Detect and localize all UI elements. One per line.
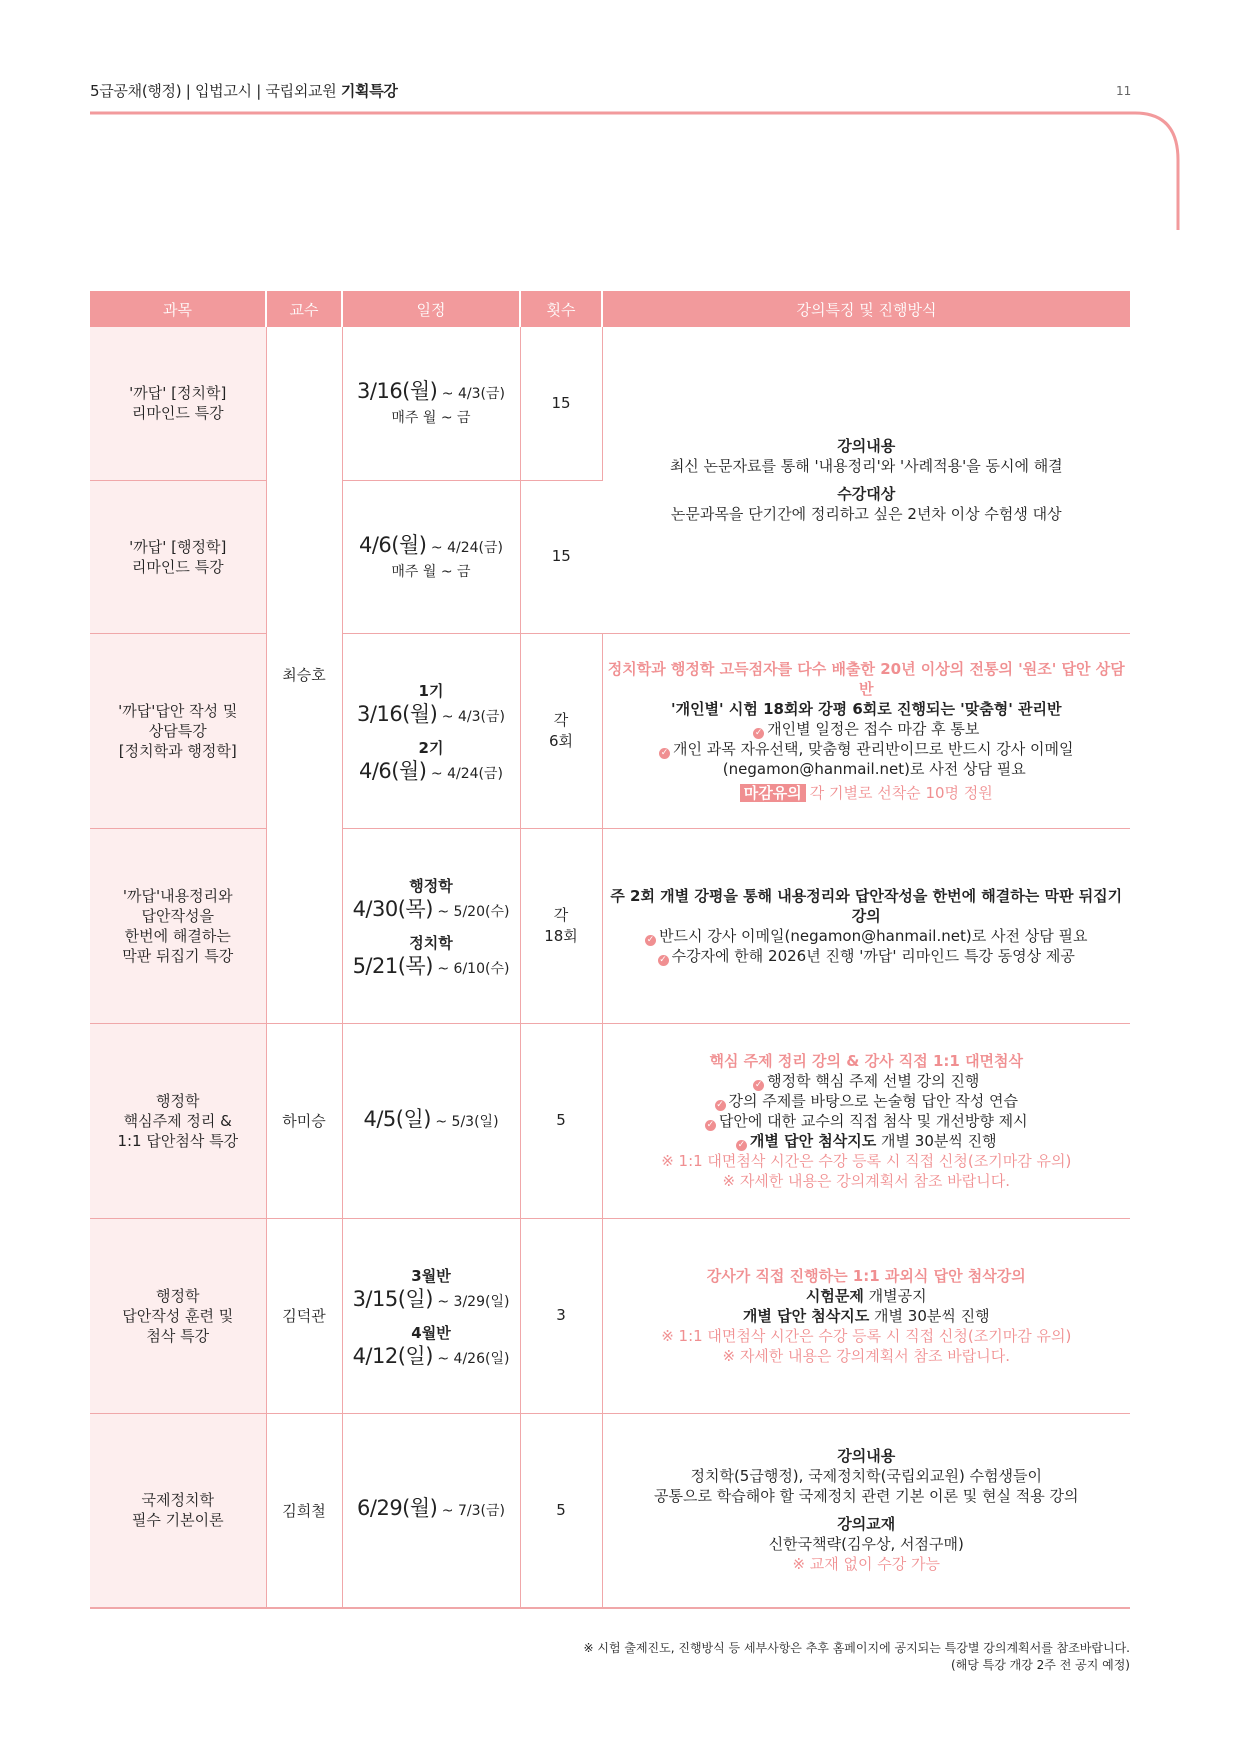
header-count: 횟수 xyxy=(520,291,602,327)
subject-line: '까답'답안 작성 및 xyxy=(118,701,238,720)
count-cell: 15 xyxy=(520,327,602,480)
count-cell: 15 xyxy=(520,480,602,633)
header-subject: 과목 xyxy=(90,291,266,327)
footer-line: (해당 특강 개강 2주 전 공지 예정) xyxy=(951,1658,1130,1672)
schedule-cell xyxy=(342,480,520,633)
table-row xyxy=(90,1023,1130,1218)
table-row xyxy=(90,1218,1130,1413)
feature-item: ✓ 개인별 일정은 접수 마감 후 통보 xyxy=(754,719,980,738)
page-number: 11 xyxy=(1116,84,1132,98)
feature-note: ※ 1:1 대면첨삭 시간은 수강 등록 시 직접 신청(조기마감 유의) xyxy=(661,1326,1072,1345)
feature-text: 신한국책략(김우상, 서점구매) xyxy=(768,1535,964,1554)
schedule-cell xyxy=(342,1413,520,1608)
schedule-term-label: 정치학 xyxy=(409,933,453,952)
feature-note: ※ 교재 없이 수강 가능 xyxy=(792,1555,941,1574)
schedule-date: 3/16(월) ~ 4/3(금) xyxy=(357,701,505,726)
feature-item: ✓ 행정학 핵심 주제 선별 강의 진행 xyxy=(754,1071,980,1090)
schedule-term-label: 3월반 xyxy=(411,1266,451,1285)
subject-line: 첨삭 특강 xyxy=(146,1326,210,1345)
subject-cell xyxy=(90,480,266,633)
feature-item: 시험문제 개별공지 xyxy=(805,1286,927,1305)
footer-line: ※ 시험 출제진도, 진행방식 등 세부사항은 추후 홈페이지에 공지되는 특강별 강의계획서를 참조바랍니다. xyxy=(583,1641,1130,1655)
feature-item-cont: (negamon@hanmail.net)로 사전 상담 필요 xyxy=(722,759,1026,778)
check-icon: ✓ xyxy=(659,954,667,965)
feature-note: ※ 자세한 내용은 강의계획서 참조 바랍니다. xyxy=(722,1171,1010,1190)
schedule-table xyxy=(90,291,1130,1609)
schedule-cell xyxy=(342,1218,520,1413)
features-cell xyxy=(602,633,1130,828)
schedule-date: 4/6(월) ~ 4/24(금) xyxy=(359,532,503,557)
check-icon: ✓ xyxy=(716,1099,724,1110)
table-row xyxy=(90,633,1130,828)
subject-line: 답안작성 훈련 및 xyxy=(122,1306,234,1325)
header-professor: 교수 xyxy=(266,291,342,327)
count-cell: 5 xyxy=(520,1413,602,1608)
schedule-term-label: 행정학 xyxy=(409,876,453,895)
feature-text: 정치학(5급행정), 국제정치학(국립외교원) 수험생들이 xyxy=(690,1467,1043,1486)
feature-item: ✓ 답안에 대한 교수의 직접 첨삭 및 개선방향 제시 xyxy=(706,1111,1028,1130)
subject-line: 상담특강 xyxy=(148,721,207,740)
schedule-cell xyxy=(342,1023,520,1218)
breadcrumb-path: 5급공채(행정) | 입법고시 | 국립외교원 xyxy=(90,82,337,100)
subject-line: '까답'내용정리와 xyxy=(122,886,233,905)
feature-note: ※ 1:1 대면첨삭 시간은 수강 등록 시 직접 신청(조기마감 유의) xyxy=(661,1151,1072,1170)
subject-line: 막판 뒤집기 특강 xyxy=(122,946,234,965)
count-cell: 5 xyxy=(520,1023,602,1218)
feature-text: 논문과목을 단기간에 정리하고 싶은 2년차 이상 수험생 대상 xyxy=(670,504,1062,523)
check-icon: ✓ xyxy=(660,747,669,758)
schedule-term-label: 2기 xyxy=(418,738,444,757)
subject-line: 행정학 xyxy=(156,1091,200,1110)
feature-text: 최신 논문자료를 통해 '내용정리'와 '사례적용'을 동시에 해결 xyxy=(669,456,1063,475)
feature-text: 공통으로 학습해야 할 국제정치 관련 기본 이론 및 현실 적용 강의 xyxy=(654,1487,1079,1506)
features-cell xyxy=(602,828,1130,1023)
feature-label: 수강대상 xyxy=(837,484,896,503)
check-icon: ✓ xyxy=(754,1079,763,1090)
deadline-notice: 마감유의 각 기별로 선착순 10명 정원 xyxy=(603,783,1131,803)
schedule-term-label: 4월반 xyxy=(411,1323,451,1342)
schedule-date: 4/12(일) ~ 4/26(일) xyxy=(352,1343,510,1368)
features-cell xyxy=(602,327,1130,633)
feature-note: ※ 자세한 내용은 강의계획서 참조 바랍니다. xyxy=(722,1346,1010,1365)
subject-cell xyxy=(90,327,266,480)
feature-bold: 주 2회 개별 강평을 통해 내용정리와 답안작성을 한번에 해결하는 막판 뒤집기 강의 xyxy=(610,886,1123,925)
schedule-cell xyxy=(342,828,520,1023)
subject-cell xyxy=(90,1413,266,1608)
schedule-date: 5/21(목) ~ 6/10(수) xyxy=(352,953,510,978)
schedule-cell xyxy=(342,327,520,480)
professor-cell: 김희철 xyxy=(266,1413,342,1608)
subject-line: 행정학 xyxy=(156,1286,200,1305)
subject-line: '까답' [정치학] xyxy=(129,384,227,403)
footer-note xyxy=(583,1640,1130,1674)
check-icon: ✓ xyxy=(706,1119,715,1130)
table-row xyxy=(90,1413,1130,1608)
feature-title: 정치학과 행정학 고득점자를 다수 배출한 20년 이상의 전통의 '원조' 답안 상담반 xyxy=(607,659,1125,698)
subject-line: 국제정치학 xyxy=(141,1491,214,1510)
subject-cell xyxy=(90,828,266,1023)
schedule-date: 3/15(일) ~ 3/29(일) xyxy=(352,1286,510,1311)
subject-line: 핵심주제 정리 & xyxy=(123,1111,232,1130)
feature-item: ✓ 강의 주제를 바탕으로 논술형 답안 작성 연습 xyxy=(716,1091,1018,1110)
subject-line: 답안작성을 xyxy=(141,906,214,925)
subject-line: '까답' [행정학] xyxy=(129,537,227,556)
feature-label: 강의내용 xyxy=(837,1447,896,1466)
header-schedule: 일정 xyxy=(342,291,520,327)
schedule-date: 4/6(월) ~ 4/24(금) xyxy=(359,758,503,783)
check-icon: ✓ xyxy=(737,1139,746,1150)
feature-item: ✓ 수강자에 한해 2026년 진행 '까답' 리마인드 특강 동영상 제공 xyxy=(659,946,1075,965)
subject-cell xyxy=(90,1023,266,1218)
feature-item: 개별 답안 첨삭지도 개별 30분씩 진행 xyxy=(742,1306,990,1325)
header-features: 강의특징 및 진행방식 xyxy=(602,291,1130,327)
feature-label: 강의내용 xyxy=(837,436,896,455)
feature-title: 강사가 직접 진행하는 1:1 과외식 답안 첨삭강의 xyxy=(706,1266,1026,1285)
subject-line: 필수 기본이론 xyxy=(131,1511,224,1530)
subject-line: [정치학과 행정학] xyxy=(118,741,237,760)
schedule-date: 4/5(일) ~ 5/3(일) xyxy=(363,1106,499,1131)
table-header-row xyxy=(90,291,1130,327)
count-cell: 각 18회 xyxy=(520,828,602,1023)
count-cell: 3 xyxy=(520,1218,602,1413)
schedule-date: 3/16(월) ~ 4/3(금) xyxy=(357,379,505,404)
table-row xyxy=(90,327,1130,480)
schedule-weekly: 매주 월 ~ 금 xyxy=(391,563,471,580)
schedule-term-label: 1기 xyxy=(418,681,444,700)
feature-item: ✓ 개인 과목 자유선택, 맞춤형 관리반이므로 반드시 강사 이메일 xyxy=(660,739,1074,758)
feature-title: 핵심 주제 정리 강의 & 강사 직접 1:1 대면첨삭 xyxy=(709,1051,1024,1070)
schedule-cell xyxy=(342,633,520,828)
subject-line: 리마인드 특강 xyxy=(131,404,224,423)
features-cell xyxy=(602,1413,1130,1608)
table-row xyxy=(90,828,1130,1023)
feature-item: ✓ 개별 답안 첨삭지도 개별 30분씩 진행 xyxy=(737,1131,997,1150)
subject-line: 한번에 해결하는 xyxy=(124,926,231,945)
header-breadcrumb xyxy=(90,80,398,101)
deadline-badge: 마감유의 xyxy=(740,784,806,802)
header-decor-curve xyxy=(0,0,1240,260)
feature-bold: '개인별' 시험 18회와 강평 6회로 진행되는 '맞춤형' 관리반 xyxy=(670,699,1062,718)
features-cell xyxy=(602,1023,1130,1218)
check-icon: ✓ xyxy=(754,727,763,738)
subject-line: 리마인드 특강 xyxy=(131,557,224,576)
professor-cell: 김덕관 xyxy=(266,1218,342,1413)
subject-line: 1:1 답안첨삭 특강 xyxy=(117,1131,239,1150)
count-cell: 각 6회 xyxy=(520,633,602,828)
breadcrumb-emphasis: 기획특강 xyxy=(340,82,398,100)
professor-cell: 하미승 xyxy=(266,1023,342,1218)
feature-item: ✓ 반드시 강사 이메일(negamon@hanmail.net)로 사전 상담 필요 xyxy=(646,926,1088,945)
features-cell xyxy=(602,1218,1130,1413)
feature-label: 강의교재 xyxy=(837,1515,896,1534)
schedule-weekly: 매주 월 ~ 금 xyxy=(391,410,471,427)
schedule-date: 6/29(월) ~ 7/3(금) xyxy=(357,1496,505,1521)
professor-cell-merged: 최승호 xyxy=(266,327,342,1023)
check-icon: ✓ xyxy=(646,934,655,945)
subject-cell xyxy=(90,633,266,828)
schedule-date: 4/30(목) ~ 5/20(수) xyxy=(352,896,510,921)
subject-cell xyxy=(90,1218,266,1413)
